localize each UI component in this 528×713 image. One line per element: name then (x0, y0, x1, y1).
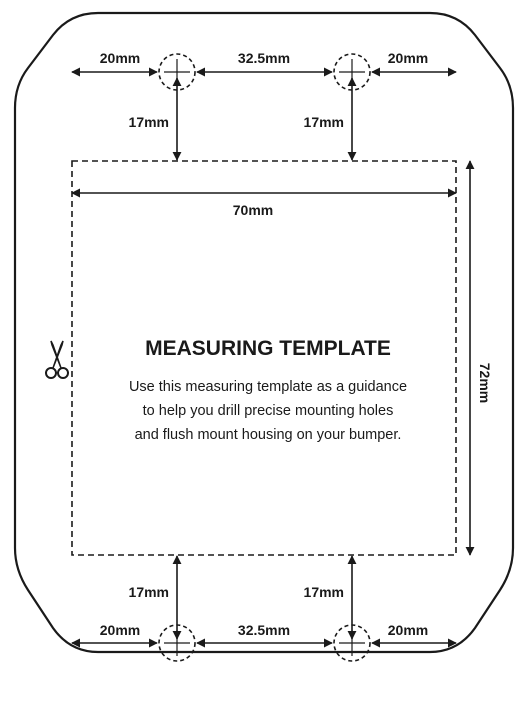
top-dimension-group (72, 50, 456, 160)
bottom-right-margin-label: 20mm (387, 622, 429, 638)
bottom-left-offset-label: 17mm (128, 584, 169, 600)
height-label: 72mm (477, 362, 493, 404)
width-label: 70mm (232, 202, 274, 218)
description-line-1: Use this measuring template as a guidance (128, 379, 408, 395)
crosshair-circle-icon (159, 625, 195, 661)
bottom-dimension-group (72, 556, 456, 661)
top-left-margin-label: 20mm (99, 50, 141, 66)
top-right-margin-label: 20mm (387, 50, 429, 66)
top-right-offset-label: 17mm (303, 114, 344, 130)
bottom-right-offset-label: 17mm (303, 584, 344, 600)
top-spacing-label: 32.5mm (237, 50, 291, 66)
page-title: MEASURING TEMPLATE (145, 337, 391, 360)
template-outline (15, 13, 513, 652)
crosshair-circle-icon (334, 625, 370, 661)
description-line-2: to help you drill precise mounting holes (142, 403, 394, 419)
bottom-left-margin-label: 20mm (99, 622, 141, 638)
description-line-3: and flush mount housing on your bumper. (134, 427, 402, 443)
scissors-icon (46, 341, 68, 378)
top-left-offset-label: 17mm (128, 114, 169, 130)
bottom-spacing-label: 32.5mm (237, 622, 291, 638)
